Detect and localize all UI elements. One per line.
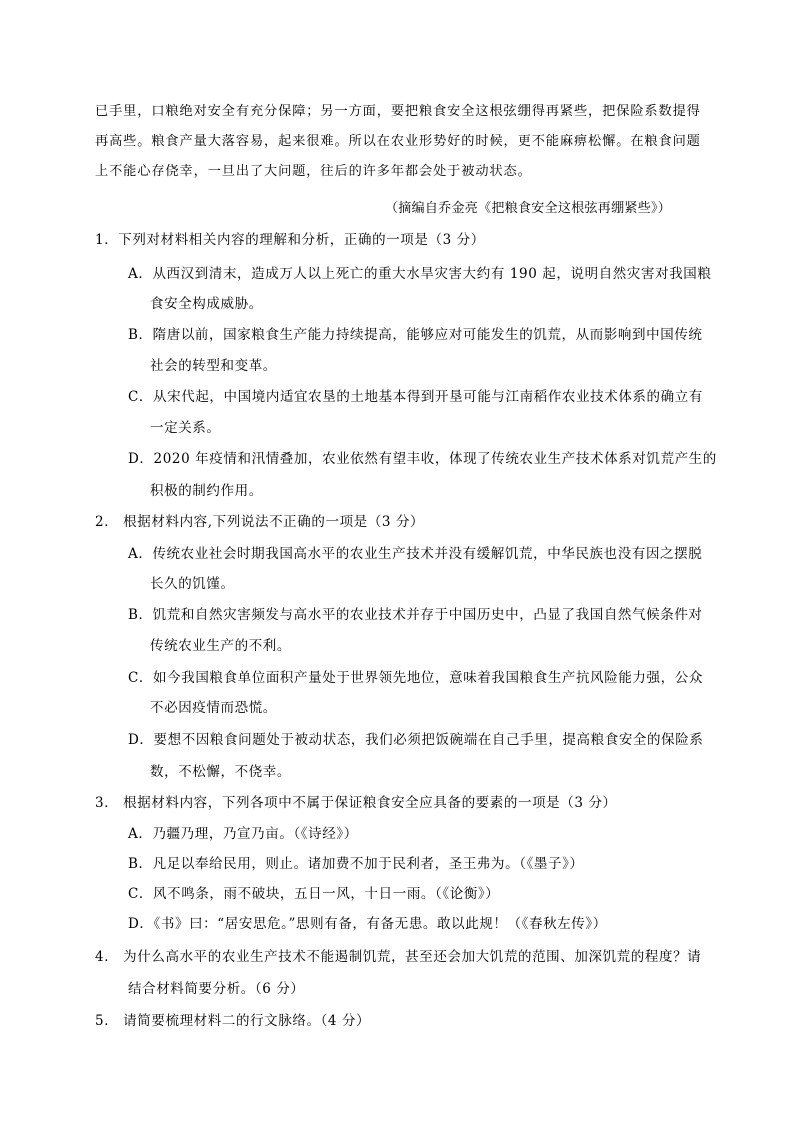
intro-line-1: 已手里，口粮绝对安全有充分保障；另一方面，要把粮食安全这根弦绷得再紧些，把保险系数提得 [95, 104, 701, 119]
question-2-stem: 2． 根据材料内容,下列说法不正确的一项是（3 分） [95, 514, 425, 530]
q1-option-a-line-2: 食安全构成威胁。 [150, 296, 263, 312]
question-3-stem: 3． 根据材料内容，下列各项中不属于保证粮食安全应具备的要素的一项是（3 分） [95, 795, 617, 811]
q2-option-a-line-2: 长久的饥馑。 [150, 576, 235, 592]
q3-option-c: C．风不鸣条，雨不破块，五日一风，十日一雨。（《论衡》） [128, 886, 500, 902]
source-citation: （摘编自乔金亮《把粮食安全这根弦再绷紧些》） [385, 201, 672, 216]
q2-option-a-line-1: A．传统农业社会时期我国高水平的农业生产技术并没有缓解饥荒，中华民族也没有因之摆脱 [128, 546, 703, 562]
q2-option-d-line-1: D．要想不因粮食问题处于被动状态，我们必须把饭碗端在自己手里，提高粮食安全的保险系 [128, 732, 704, 748]
question-4-line-1: 4． 为什么高水平的农业生产技术不能遏制饥荒，甚至还会加大饥荒的范围、加深饥荒的程度？请 [95, 949, 702, 965]
q2-option-b-line-1: B．饥荒和自然灾害频发与高水平的农业技术并存于中国历史中，凸显了我国自然气候条件对 [128, 607, 703, 623]
q2-option-d-line-2: 数，不松懈，不侥幸。 [150, 764, 291, 780]
question-4-line-2: 结合材料简要分析。（6 分） [128, 981, 305, 997]
q1-option-b-line-2: 社会的转型和变革。 [150, 358, 277, 374]
q1-option-a-line-1: A．从西汉到清末，造成万人以上死亡的重大水旱灾害大约有 190 起，说明自然灾害对我国粮 [128, 266, 712, 282]
q2-option-c-line-1: C．如今我国粮食单位面积产量处于世界领先地位，意味着我国粮食生产抗风险能力强，公众 [128, 670, 703, 686]
q2-option-c-line-2: 不必因疫情而恐慌。 [150, 700, 277, 716]
q2-option-b-line-2: 传统农业生产的不利。 [150, 638, 291, 654]
question-5-stem: 5． 请简要梳理材料二的行文脉络。（4 分） [95, 1013, 371, 1029]
q3-option-b: B．凡足以奉给民用，则止。诸加费不加于民利者，圣王弗为。（《墨子》） [128, 856, 584, 872]
intro-line-3: 上不能心存侥幸，一旦出了大问题，往后的许多年都会处于被动状态。 [95, 164, 532, 179]
q1-option-d-line-2: 积极的制约作用。 [150, 483, 263, 499]
q3-option-d: D．《书》曰：“居安思危。”思则有备，有备无患。敢以此规！（《春秋左传》） [128, 916, 607, 932]
q1-option-c-line-2: 一定关系。 [150, 420, 221, 436]
question-1-stem: 1．下列对材料相关内容的理解和分析，正确的一项是（3 分） [95, 232, 485, 248]
q1-option-c-line-1: C．从宋代起，中国境内适宜农垦的土地基本得到开垦可能与江南稻作农业技术体系的确立有 [128, 389, 703, 405]
intro-line-2: 再高些。粮食产量大落容易，起来很难。所以在农业形势好的时候，更不能麻痹松懈。在粮食问题 [95, 134, 701, 149]
q3-option-a: A．乃疆乃理，乃宣乃亩。（《诗经》） [128, 826, 358, 842]
q1-option-b-line-1: B．隋唐以前，国家粮食生产能力持续提高，能够应对可能发生的饥荒，从而影响到中国传统 [128, 327, 703, 343]
q1-option-d-line-1: D．2020 年疫情和汛情叠加，农业依然有望丰收，体现了传统农业生产技术体系对饥荒产生的 [128, 451, 717, 467]
